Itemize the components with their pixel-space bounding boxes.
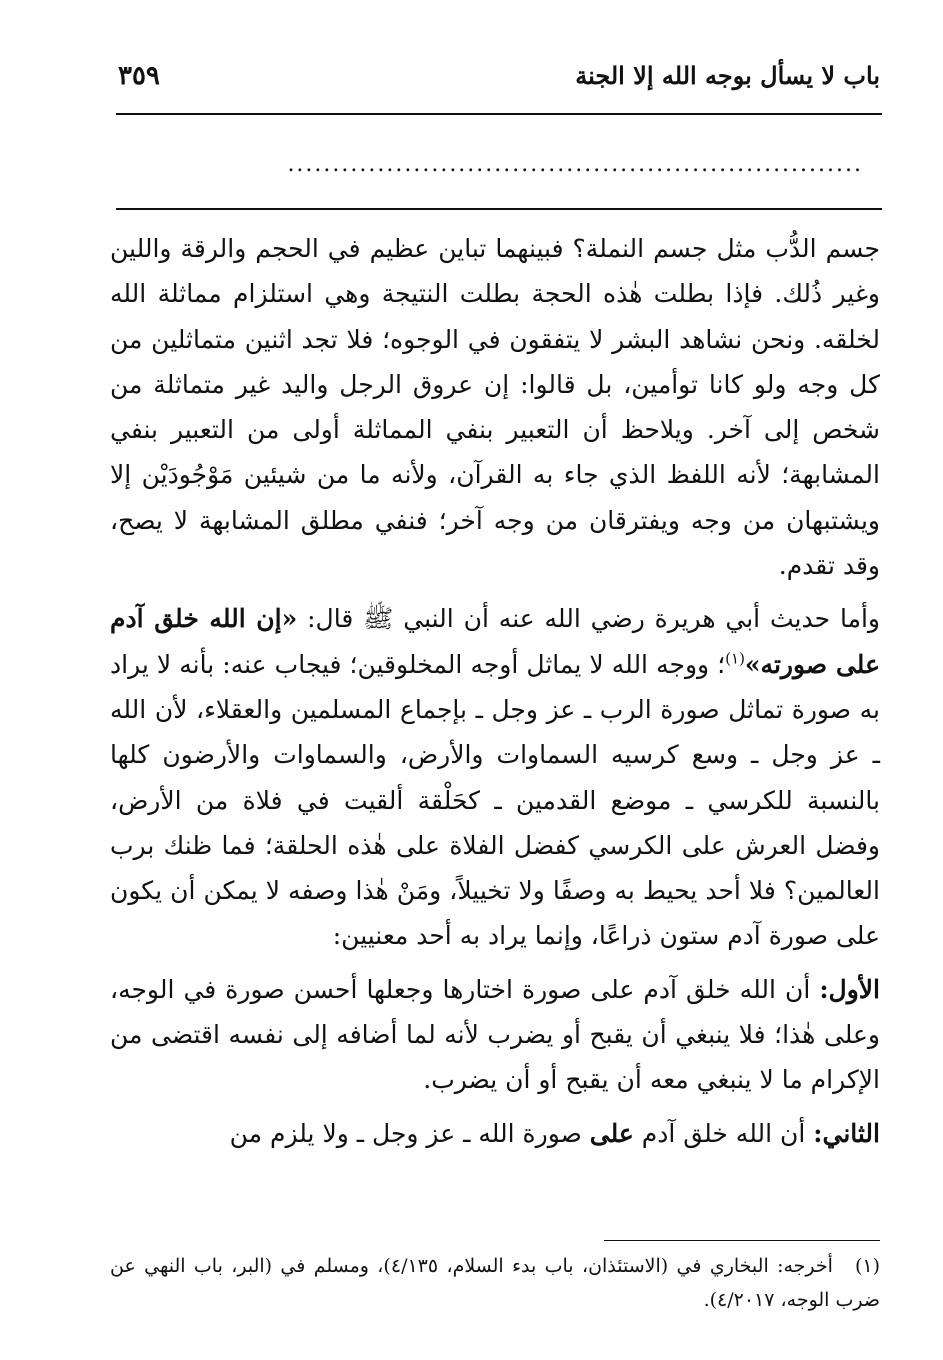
hadith-quote: «إن الله خلق آدم على صورته» — [110, 604, 881, 679]
second-meaning-text-b: صورة الله ـ عز وجل ـ ولا يلزم من — [229, 1118, 590, 1148]
paragraph-2 — [110, 596, 880, 958]
footnote-number: (١) — [854, 1255, 880, 1277]
page-header — [118, 58, 880, 98]
first-meaning-label: الأول: — [819, 974, 880, 1004]
paragraph-1: جسم الدُّب مثل جسم النملة؟ فبينهما تباين عظيم في الحجم والرقة واللين وغير ذُلك. فإذا بطلت هٰذه الحجة بطلت النتيجة وهي استلزام مماثلة الله لخلقه. ونحن نشاهد البشر لا يتفقون في الوجوه؛ فلا تجد اثنين متماثلين من كل وجه ولو كانا توأمين، بل قالوا: إن عروق الرجل واليد غير متماثلة من شخص إلى آخر. ويلاحظ أن التعبير بنفي المماثلة أولى من التعبير بنفي المشابهة؛ لأنه اللفظ الذي جاء به القرآن، ولأنه ما من شيئين مَوْجُودَيْن إلا ويشتبهان من وجه ويفترقان من وجه آخر؛ فنفي مطلق المشابهة لا يصح، وقد تقدم. — [110, 234, 880, 581]
paragraph-3 — [110, 967, 880, 1103]
footnote-rule — [604, 1240, 880, 1241]
footnote-reference: (١) — [725, 649, 745, 668]
footnote-text: أخرجه: البخاري في (الاستئذان، باب بدء السلام، ٤/١٣٥)، ومسلم في (البر، باب النهي عن ضرب الوجه، ٤/٢٠١٧). — [110, 1255, 880, 1311]
paragraph-4 — [110, 1111, 880, 1156]
second-meaning-label: الثاني: — [813, 1118, 880, 1148]
header-rule — [116, 113, 882, 115]
footnote — [110, 1249, 880, 1317]
page-number: ٣٥٩ — [118, 61, 160, 91]
separator-rule — [116, 208, 882, 210]
ellipsis-line: ................................................................ — [287, 152, 863, 177]
second-meaning-text-a: أن الله خلق آدم — [633, 1118, 814, 1148]
paragraph-2-intro: وأما حديث أبي هريرة رضي الله عنه أن النبي ﷺ قال: — [297, 604, 880, 634]
main-text — [110, 226, 880, 1156]
second-meaning-bold-word: على — [589, 1118, 634, 1148]
paragraph-2-body: ؛ ووجه الله لا يماثل أوجه المخلوقين؛ فيجاب عنه: بأنه لا يراد به صورة تماثل صورة الرب ـ عز وجل ـ بإجماع المسلمين والعقلاء، لأن الله ـ عز وجل ـ وسع كرسيه السماوات والأرض، والسماوات والأرضون كلها بالنسبة للكرسي ـ موضع القدمين ـ كحَلْقة ألقيت في فلاة من الأرض، وفضل العرش على الكرسي كفضل الفلاة على هٰذه الحلقة؛ فما ظنك برب العالمين؟ فلا أحد يحيط به وصفًا ولا تخييلاً، ومَنْ هٰذا وصفه لا يمكن أن يكون على صورة آدم ستون ذراعًا، وإنما يراد به أحد معنيين: — [110, 649, 880, 951]
running-title: باب لا يسأل بوجه الله إلا الجنة — [575, 61, 880, 90]
first-meaning-text: أن الله خلق آدم على صورة اختارها وجعلها أحسن صورة في الوجه، وعلى هٰذا؛ فلا ينبغي أن يقبح أو يضرب لأنه لما أضافه إلى نفسه اقتضى من الإكرام ما لا ينبغي معه أن يقبح أو أن يضرب. — [110, 974, 880, 1095]
